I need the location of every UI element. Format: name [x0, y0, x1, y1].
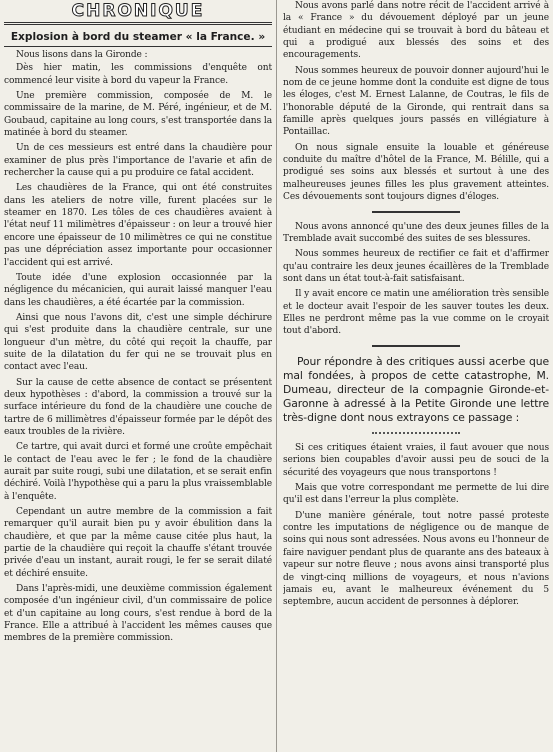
article-paragraph: Toute idée d'une explosion occasionnée par la négligence du mécanicien, qui aurait laissé manquer l'eau dans les chaudières, a été écartée par la commission. [4, 272, 272, 308]
right-column [283, 0, 549, 752]
news-paragraph: Nous sommes heureux de rectifier ce fait et d'affirmer qu'au contraire les deux jeunes écaillères de la Tremblade sont dans un état tout-à-fait satisfaisant. [283, 249, 549, 284]
article-paragraph: Une première commission, composée de M. le commissaire de la marine, de M. Péré, ingénieur, et de M. Goubaud, capitaine au long cours, s'est transportée dans la matinée à bord du steamer. [4, 91, 272, 139]
letter-paragraph: Mais que votre correspondant me permette de lui dire qu'il est dans l'erreur la plus complète. [283, 483, 549, 506]
news-paragraph: Nous avons parlé dans notre récit de l'accident arrivé à la « France » du dévouement déployé par un jeune étudiant en médecine qui se trouvait à bord du bâteau et qui a prodigué aux blessés des soins et des encouragements. [283, 1, 549, 61]
article-paragraph: Sur la cause de cette absence de contact se présentent deux hypothèses : d'abord, la commission a trouvé sur la surface intérieure du fond de la chaudière une couche de tartre de 6 millimètres d'épaisseur formée par le dépôt des eaux troubles de la rivière. [4, 377, 272, 437]
headline-rule [4, 46, 272, 47]
column-divider [276, 0, 277, 752]
masthead-title: CHRONIQUE [71, 1, 205, 21]
section-separator [372, 345, 460, 347]
article-paragraph: Les chaudières de la France, qui ont été construites dans les ateliers de notre ville, furent placées sur le steamer en 1870. Les tôles de ces chaudières avaient à l'état neuf 11 milimètres d'épaisseur : on leur a trouvé hier encore une épaisseur de 10 milimètres ce qui ne constitue pas une dépréciation assez importante pour occasionner l'accident qui est arrivé. [4, 183, 272, 268]
news-paragraph: Nous sommes heureux de pouvoir donner aujourd'hui le nom de ce jeune homme dont la conduite est digne de tous les éloges, c'est M. Ernest Lalanne, de Coutras, le fils de l'honorable député de la Gironde, qui rentrait dans sa famille après quelques jours passés en villégiature à Pontaillac. [283, 65, 549, 138]
article-paragraph: Ce tartre, qui avait durci et formé une croûte empêchait le contact de l'eau avec le fer ; le fond de la chaudière aurait par suite rougi, subi une dilatation, et se serait enfin déchiré. Voilà l'hypothèse qui a paru la plus vraissemblable à l'enquête. [4, 442, 272, 502]
article-paragraph: Un de ces messieurs est entré dans la chaudière pour examiner de plus près l'importance de l'avarie et afin de rechercher la cause qui a pu produire ce fatal accident. [4, 143, 272, 179]
article-paragraph: Cependant un autre membre de la commission a fait remarquer qu'il aurait bien pu y avoir ébulition dans la chaudière, et que par la même cause citée plus haut, la partie de la chaudière qui reçoit la chauffe s'étant trouvée privée d'eau un instant, aurait rougi, le fer se serait dilaté et déchiré ensuite. [4, 507, 272, 579]
masthead-rule [4, 22, 272, 25]
news-paragraph: Il y avait encore ce matin une amélioration très sensible et le docteur avait l'espoir de les sauver toutes les deux. Elles ne perdront même pas la vue comme on le croyait tout d'abord. [283, 289, 549, 337]
letter-paragraph: Si ces critiques étaient vraies, il faut avouer que nous serions bien coupables d'avoir aussi peu de souci de la sécurité des voyageurs que nous transportons ! [283, 443, 549, 478]
article-paragraph: Dans l'après-midi, une deuxième commission également composée d'un ingénieur civil, d'un commissaire de police et d'un capitaine au long cours, s'est rendue à bord de la France. Elle a attribué à l'accident les mêmes causes que membres de la première commission. [4, 584, 272, 644]
article-headline: Explosion à bord du steamer « la France. » [10, 31, 266, 43]
left-column [4, 0, 272, 752]
letter-intro: Pour répondre à des critiques aussi acerbe que mal fondées, à propos de cette catastrophe, M. Dumeau, directeur de la compagnie Gironde-et-Garonne à adressé à la Petite Gironde une lettre très-digne dont nous extrayons ce passage : [283, 354, 549, 424]
news-paragraph: Nous avons annoncé qu'une des deux jeunes filles de la Tremblade avait succombé des suites de ses blessures. [283, 221, 549, 244]
letter-paragraph: D'une manière générale, tout notre passé proteste contre les imputations de négligence ou de manque de soins qui nous sont adressées. Nous avons eu l'honneur de faire naviguer pendant plus de quarante ans des bateaux à vapeur sur notre fleuve ; nous avons ainsi transporté plus de vingt-cinq millions de voyageurs, et nous n'avions jamais eu, avant le malheureux événement du 5 septembre, aucun accident de personnes à déplorer. [283, 510, 549, 608]
news-paragraph: On nous signale ensuite la louable et généreuse conduite du maître d'hôtel de la France, M. Bélille, qui a prodigué ses soins aux blessés et surtout à une des malheureuses jeunes filles les plus gravement atteintes. Ces dévouements sont toujours dignes d'éloges. [283, 142, 549, 203]
article-paragraph: Dès hier matin, les commissions d'enquête ont commencé leur visite à bord du vapeur la France. [4, 63, 272, 86]
article-paragraph: Ainsi que nous l'avons dit, c'est une simple déchirure qui s'est produite dans la chaudière centrale, sur une longueur d'un mètre, du côté qui reçoit la chauffe, par suite de la dilatation du fer qui ne se trouvait plus en contact avec l'eau. [4, 312, 272, 373]
section-separator [372, 211, 460, 213]
section-separator [372, 432, 460, 434]
article-paragraph: Nous lisons dans la Gironde : [16, 50, 148, 60]
